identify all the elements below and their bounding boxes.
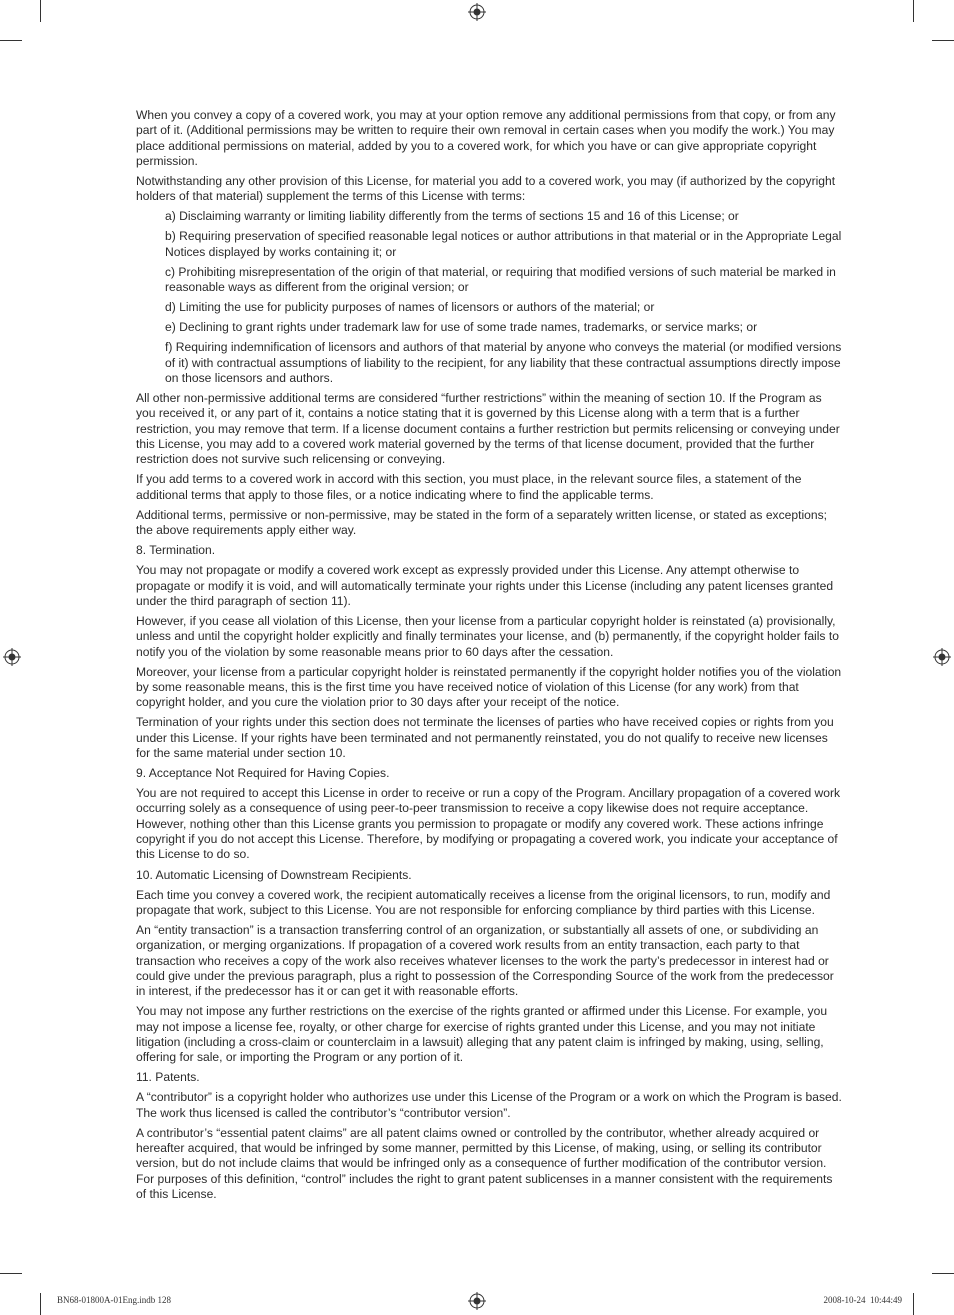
list-item: d) Limiting the use for publicity purposes of names of licensors or authors of the material; or xyxy=(165,300,655,315)
paragraph: Moreover, your license from a particular copyright holder is reinstated permanently if the copyright holder notifies you of the violation by some reasonable means, this is the first time you have received notice of violation of this License (for any work) from that copyright holder, and you cure the violation prior to 30 days after your receipt of the notice. xyxy=(136,664,842,710)
paragraph: Each time you convey a covered work, the recipient automatically receives a license from the original licensors, to run, modify and propagate that work, subject to this License. You are not responsible for enforcing compliance by third parties with this License. xyxy=(136,887,831,917)
crop-mark xyxy=(0,40,22,41)
crop-mark xyxy=(913,1293,914,1315)
crop-mark xyxy=(932,1273,954,1274)
paragraph: However, if you cease all violation of this License, then your license from a particular copyright holder is reinstated (a) provisionally, unless and until the copyright holder explicitly and finally terminates your license, and (b) permanently, if the copyright holder fails to notify you of the violation by some reasonable means prior to 60 days after the cessation. xyxy=(136,613,839,659)
paragraph: You may not impose any further restrictions on the exercise of the rights granted or affirmed under this License. For example, you may not impose a license fee, royalty, or other charge for exercise of rights granted under this License, and you may not initiate litigation (including a cross-claim or counterclaim in a lawsuit) alleging that any patent claim is infringed by making, using, selling, offering for sale, or importing the Program or any portion of it. xyxy=(136,1004,828,1065)
section-heading: 9. Acceptance Not Required for Having Copies. xyxy=(136,766,390,781)
crop-mark xyxy=(40,1293,41,1315)
crop-mark xyxy=(932,40,954,41)
crop-mark xyxy=(0,1273,22,1274)
registration-mark-icon xyxy=(468,3,486,21)
section-heading: 10. Automatic Licensing of Downstream Recipients. xyxy=(136,867,412,882)
paragraph: You may not propagate or modify a covered work except as expressly provided under this License. Any attempt otherwise to propagate or modify it is void, and will automatically terminate your rights under this License (including any patent licenses granted under the third paragraph of section 11). xyxy=(136,563,834,608)
paragraph: You are not required to accept this License in order to receive or run a copy of the Program. Ancillary propagation of a covered work occurring solely as a consequence of using peer-to-peer transmission to receive a copy likewise does not require acceptance. However, nothing other than this License grants you permission to propagate or modify any covered work. These actions infringe copyright if you do not accept this License. Therefore, by modifying or propagating a covered work, you indicate your acceptance of this License to do so. xyxy=(136,786,841,862)
section-heading: 8. Termination. xyxy=(136,543,216,558)
paragraph: Additional terms, permissive or non-permissive, may be stated in the form of a separately written license, or stated as exceptions; the above requirements apply either way. xyxy=(136,507,827,538)
list-item: e) Declining to grant rights under trademark law for use of some trade names, trademarks, or service marks; or xyxy=(165,320,758,335)
paragraph: If you add terms to a covered work in accord with this section, you must place, in the relevant source files, a statement of the additional terms that apply to those files, or a notice indicating where to find the applicable terms. xyxy=(136,472,802,502)
registration-mark-icon xyxy=(3,648,21,666)
list-item: f) Requiring indemnification of licensors and authors of that material by anyone who conveys the material (or modified versions of it) with contractual assumptions of liability to the recipient, for any liability that these contractual assumptions directly impose on those licensors and authors. xyxy=(165,340,842,385)
paragraph: A “contributor” is a copyright holder who authorizes use under this License of the Program or a work on which the Program is based. The work thus licensed is called the contributor’s “contributor version”. xyxy=(136,1090,842,1120)
paragraph: A contributor’s “essential patent claims” are all patent claims owned or controlled by the contributor, whether already acquired or hereafter acquired, that would be infringed by some manner, permitted by this License, of making, using, or selling its contributor version, but do not include claims that would be infringed only as a consequence of further modification of the contributor version. For purposes of this definition, “control” includes the right to grant patent sublicenses in a manner consistent with the requirements of this License. xyxy=(136,1125,833,1202)
license-text-body xyxy=(136,108,844,1207)
paragraph: Termination of your rights under this section does not terminate the licenses of parties who have received copies or rights from you under this License. If your rights have been terminated and not permanently reinstated, you do not qualify to receive new licenses for the same material under section 10. xyxy=(136,715,834,761)
list-item: c) Prohibiting misrepresentation of the origin of that material, or requiring that modified versions of such material be marked in reasonable ways as different from the original version; or xyxy=(165,264,836,295)
footer-timestamp: 2008-10-24 ︎︎ 10:44:49 xyxy=(823,1295,902,1305)
section-heading: 11. Patents. xyxy=(136,1070,200,1085)
registration-mark-icon xyxy=(933,648,951,666)
paragraph: Notwithstanding any other provision of this License, for material you add to a covered work, you may (if authorized by the copyright holders of that material) supplement the terms of this License with terms: xyxy=(136,174,836,204)
paragraph: An “entity transaction” is a transaction transferring control of an organization, or substantially all assets of one, or subdividing an organization, or merging organizations. If propagation of a covered work results from an entity transaction, each party to that transaction who receives a copy of the work also receives whatever licenses to the work the party’s predecessor in interest had or could give under the previous paragraph, plus a right to possession of the Corresponding Source of the work from the predecessor in interest, if the predecessor has it or can get it with reasonable efforts. xyxy=(136,922,834,999)
crop-mark xyxy=(40,0,41,22)
registration-mark-icon xyxy=(468,1292,486,1310)
paragraph: When you convey a copy of a covered work, you may at your option remove any additional permissions from that copy, or from any part of it. (Additional permissions may be written to require their own removal in certain cases when you modify the work.) You may place additional permissions on material, added by you to a covered work, for which you have or can give appropriate copyright permission. xyxy=(136,108,836,169)
list-item: a) Disclaiming warranty or limiting liability differently from the terms of sections 15 and 16 of this License; or xyxy=(165,209,739,224)
list-item: b) Requiring preservation of specified reasonable legal notices or author attributions in that material or in the Appropriate Legal Notices displayed by works containing it; or xyxy=(165,229,842,259)
crop-mark xyxy=(913,0,914,22)
paragraph: All other non-permissive additional terms are considered “further restrictions” within the meaning of section 10. If the Program as you received it, or any part of it, contains a notice stating that it is governed by this License along with a term that is a further restriction, you may remove that term. If a license document contains a further restriction but permits relicensing or conveying under this License, you may add to a covered work material governed by the terms of that license document, provided that the further restriction does not survive such relicensing or conveying. xyxy=(136,391,840,467)
footer-file-info: BN68-01800A-01Eng.indb 128 xyxy=(57,1295,171,1305)
